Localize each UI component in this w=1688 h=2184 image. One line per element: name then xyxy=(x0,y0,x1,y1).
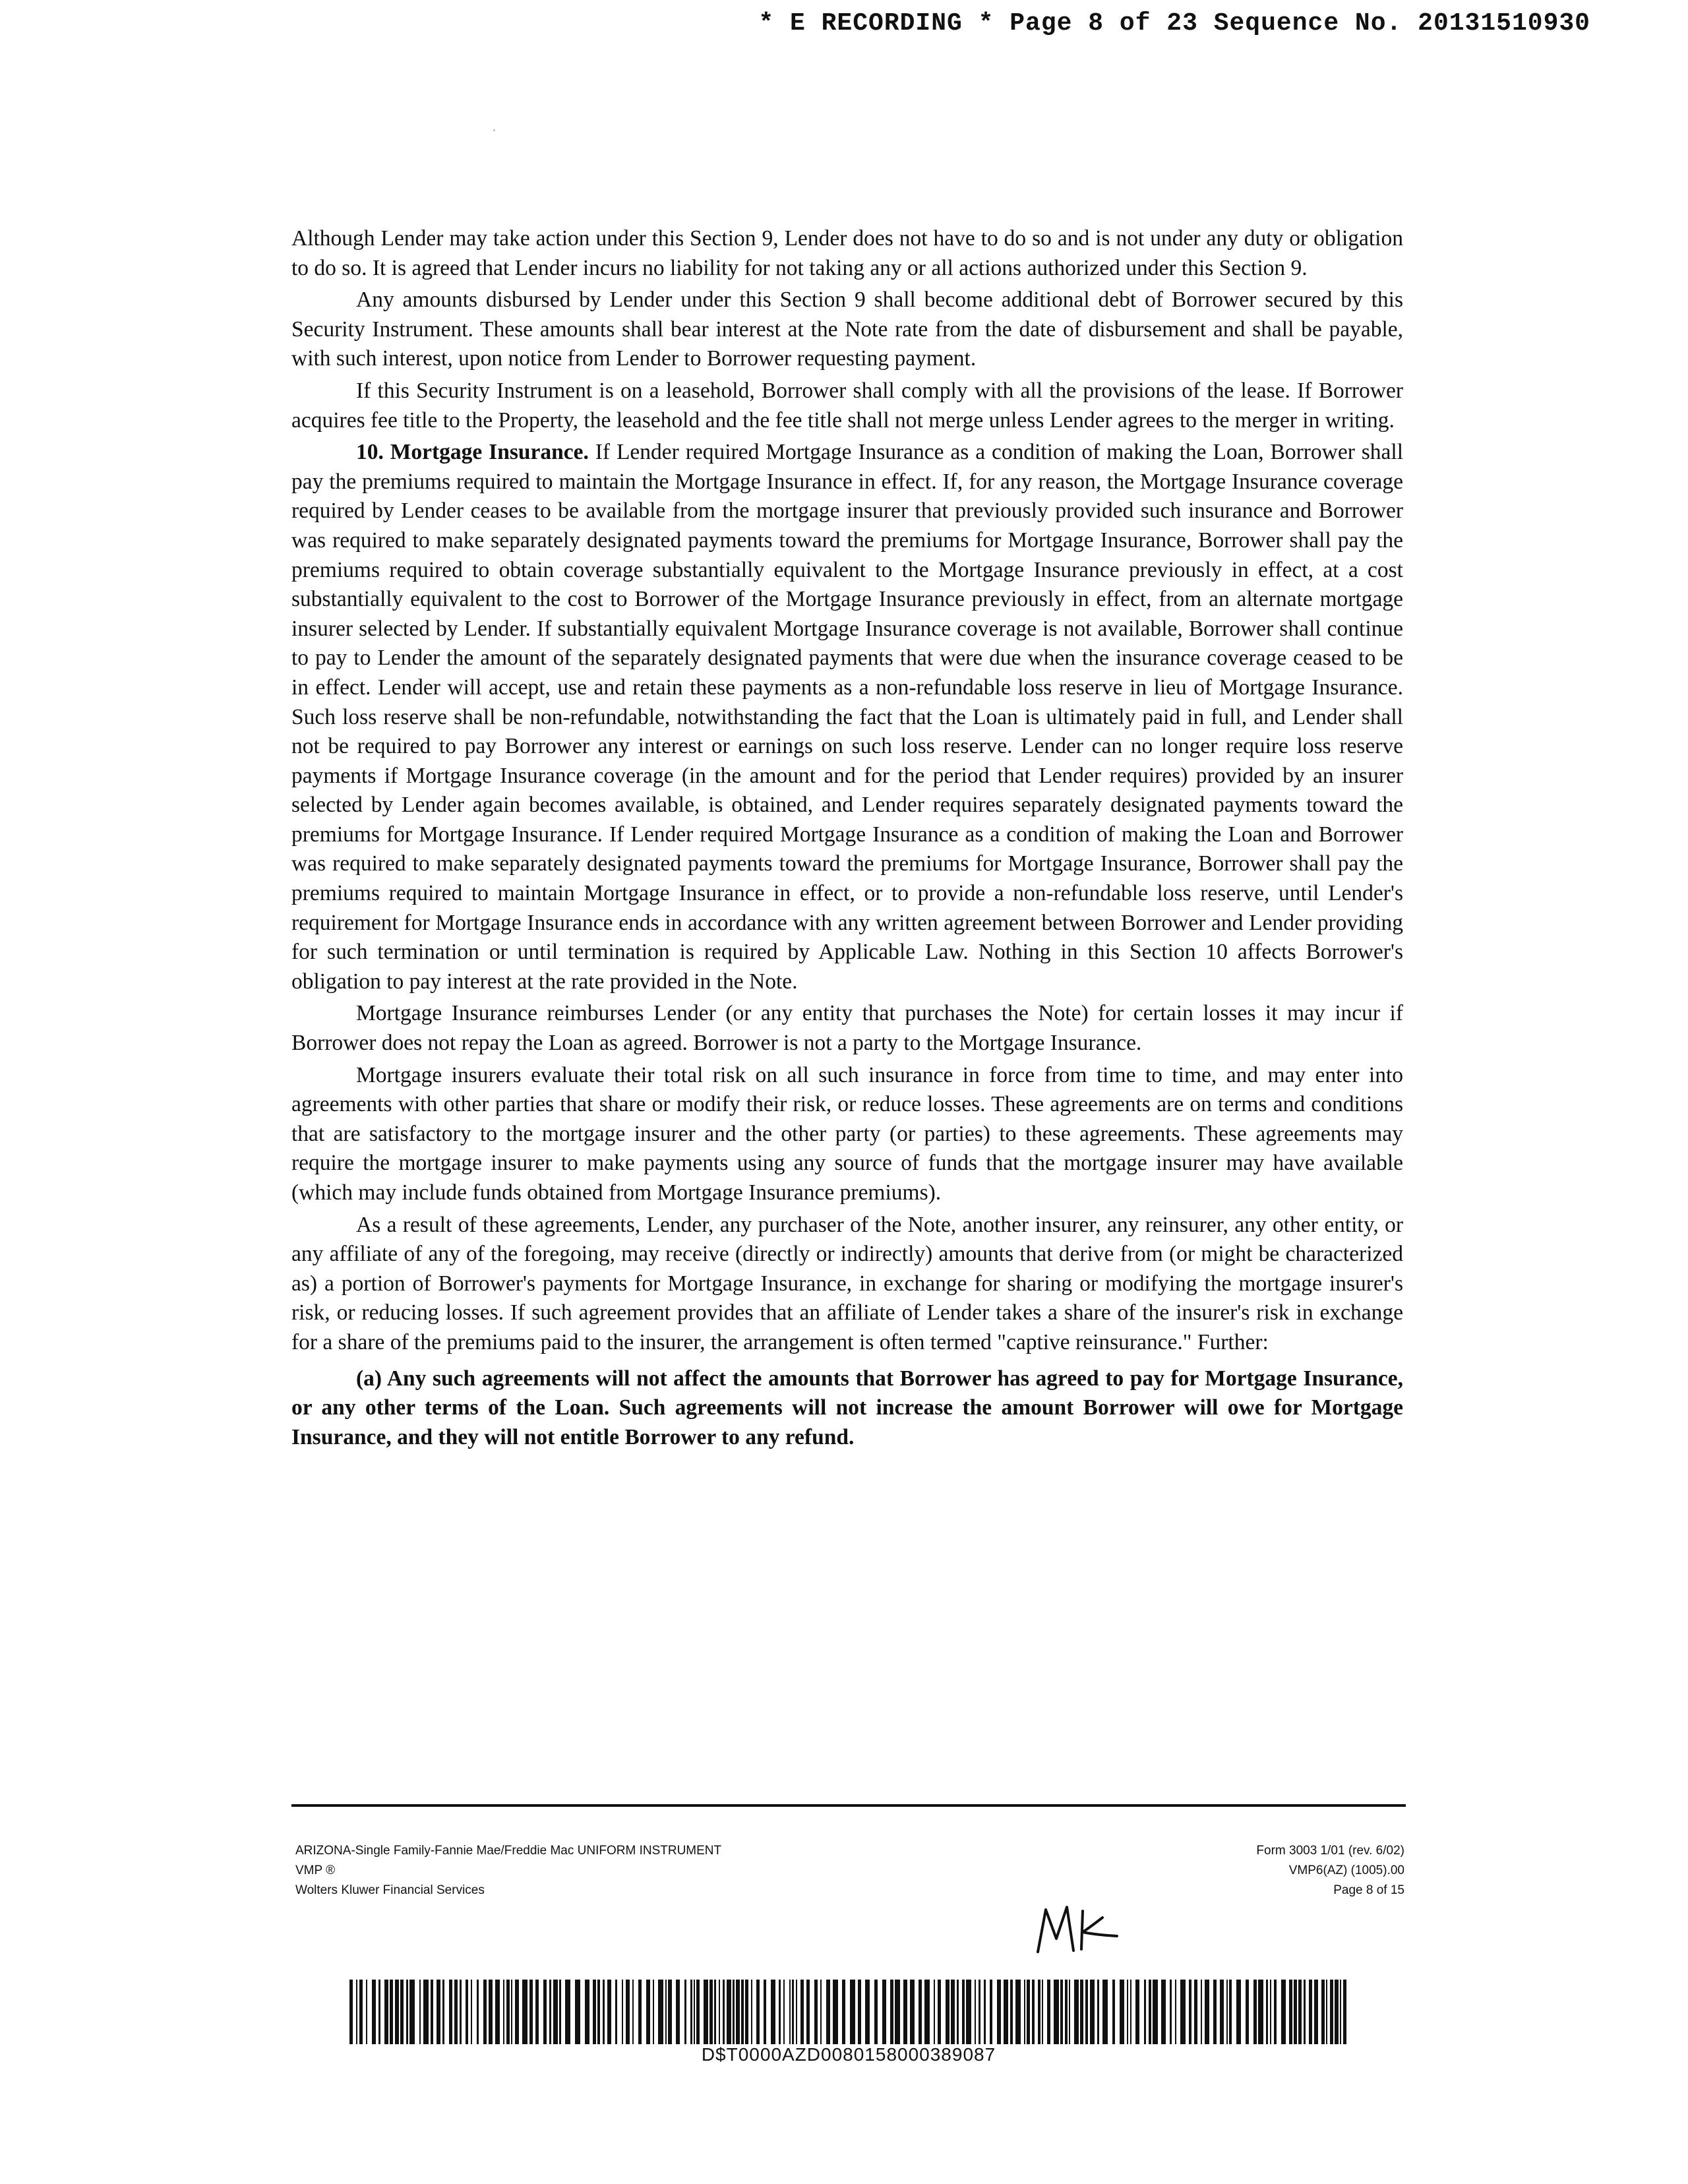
paragraph-amounts-disbursed: Any amounts disbursed by Lender under this Section 9 shall become additional debt of Borrower secured by this Security Instrument. These amounts shall bear interest at the Note rate from the date of disbursement and shall be payable, with such interest, upon notice from Lender to Borrower requesting payment. xyxy=(291,288,1403,371)
barcode-bar xyxy=(477,1980,479,2044)
section-heading-mortgage-insurance: 10. Mortgage Insurance. xyxy=(356,440,589,465)
barcode-bar xyxy=(756,1980,760,2044)
barcode-bar xyxy=(460,1980,462,2044)
barcode-bar xyxy=(632,1980,634,2044)
barcode-bar xyxy=(1024,1980,1025,2044)
barcode-bar xyxy=(962,1980,965,2044)
barcode-bar xyxy=(489,1980,493,2044)
footer-publisher: Wolters Kluwer Financial Services xyxy=(295,1883,485,1897)
barcode-bar xyxy=(1054,1980,1059,2044)
paragraph-captive-reinsurance: As a result of these agreements, Lender, any purchaser of the Note, another insurer, any reinsurer, any other entity, or any affiliate of any of the foregoing, may receive (directly or indirectly) amounts that derive from (or might be characterized as) a portion of Borrower's payments for Mortgage Insurance, in exchange for sharing or modifying the mortgage insurer's risk, or reducing losses. If such agreement provides that an affiliate of Lender takes a share of the insurer's risk in exchange for a share of the premiums paid to the insurer, the arrangement is often termed "captive reinsurance." Further: xyxy=(291,1212,1403,1354)
barcode-bar xyxy=(1189,1980,1191,2044)
barcode-bar xyxy=(723,1980,725,2044)
barcode-bar xyxy=(764,1980,766,2044)
barcode-bar xyxy=(495,1980,500,2044)
barcode-bar xyxy=(924,1980,930,2044)
barcode-bar xyxy=(1330,1980,1333,2044)
footer-form-number: Form 3003 1/01 (rev. 6/02) xyxy=(1256,1844,1404,1858)
barcode-bar xyxy=(1180,1980,1186,2044)
barcode-bar xyxy=(585,1980,589,2044)
barcode-bar xyxy=(1027,1980,1030,2044)
barcode-bar xyxy=(890,1980,893,2044)
barcode-bar xyxy=(779,1980,781,2044)
paragraph-insurers-evaluate-risk: Mortgage insurers evaluate their total risk on all such insurance in force from time to time, and may enter into agreements with other parties that share or modify their risk, or reduce losses. These agreements are on terms and conditions that are satisfactory to the mortgage insurer and the other party (or parties) to these agreements. These agreements may require the mortgage insurer to make payments using any source of funds that the mortgage insurer may have available (which may include funds obtained from Mortgage Insurance premiums). xyxy=(291,1062,1403,1205)
footer-right-block xyxy=(1256,1841,1404,1900)
barcode-bar xyxy=(865,1980,870,2044)
barcode-bar xyxy=(529,1980,533,2044)
barcode-bar xyxy=(1060,1980,1063,2044)
barcode-graphic xyxy=(349,1980,1348,2044)
barcode-bar xyxy=(511,1980,512,2044)
barcode-bar xyxy=(1274,1980,1277,2044)
barcode-bar xyxy=(1038,1980,1040,2044)
barcode-bar xyxy=(449,1980,452,2044)
barcode-bar xyxy=(676,1980,680,2044)
barcode-bar xyxy=(1097,1980,1099,2044)
barcode-bar xyxy=(1314,1980,1318,2044)
barcode-bar xyxy=(946,1980,950,2044)
barcode-bar xyxy=(1205,1980,1209,2044)
barcode-bar xyxy=(483,1980,487,2044)
barcode-bar xyxy=(1258,1980,1263,2044)
barcode-bar xyxy=(704,1980,708,2044)
barcode-bar xyxy=(423,1980,429,2044)
barcode-bar xyxy=(966,1980,971,2044)
barcode-bar xyxy=(559,1980,561,2044)
barcode-bar xyxy=(535,1980,539,2044)
barcode-bar xyxy=(1236,1980,1241,2044)
barcode-bar xyxy=(1304,1980,1306,2044)
barcode-bar xyxy=(522,1980,528,2044)
barcode-bar xyxy=(442,1980,444,2044)
barcode-bar xyxy=(1281,1980,1286,2044)
barcode-bar xyxy=(575,1980,580,2044)
barcode-bar xyxy=(1047,1980,1050,2044)
barcode-bar xyxy=(938,1980,941,2044)
paragraph-section-9-no-obligation: Although Lender may take action under this Section 9, Lender does not have to do so and is not under any duty or obligation to do so. It is agreed that Lender incurs no liability for not taking any or all actions authorized under this Section 9. xyxy=(291,226,1403,280)
barcode-bar xyxy=(1294,1980,1297,2044)
paragraph-leasehold: If this Security Instrument is on a leasehold, Borrower shall comply with all the provisions of the lease. If Borrower acquires fee title to the Property, the leasehold and the fee title shall not merge unless Lender agrees to the merger in writing. xyxy=(291,378,1403,433)
barcode-bar xyxy=(1175,1980,1176,2044)
barcode-bar xyxy=(783,1980,785,2044)
barcode-bar xyxy=(833,1980,838,2044)
barcode-bar xyxy=(378,1980,380,2044)
barcode-bar xyxy=(1149,1980,1151,2044)
paragraph-mortgage-insurance-text: If Lender required Mortgage Insurance as a condition of making the Loan, Borrower shall pay the premiums required to maintain the Mortgage Insurance in effect. If, for any reason, the Mortgage Insurance coverage required by Lender ceases to be available from the mortgage insurer that previously provided such insurance and Borrower was required to make separately designated payments toward the premiums for Mortgage Insurance, Borrower shall pay the premiums required to obtain coverage substantially equivalent to the Mortgage Insurance previously in effect, at a cost substantially equivalent to the cost to Borrower of the Mortgage Insurance previously in effect, from an alternate mortgage insurer selected by Lender. If substantially equivalent Mortgage Insurance coverage is not available, Borrower shall continue to pay to Lender the amount of the separately designated payments that were due when the insurance coverage ceased to be in effect. Lender will accept, use and retain these payments as a non-refundable loss reserve in lieu of Mortgage Insurance. Such loss reserve shall be non-refundable, notwithstanding the fact that the Loan is ultimately paid in full, and Lender shall not be required to pay Borrower any interest or earnings on such loss reserve. Lender can no longer require loss reserve payments if Mortgage Insurance coverage (in the amount and for the period that Lender requires) provided by an insurer selected by Lender again becomes available, is obtained, and Lender requires separately designated payments toward the premiums for Mortgage Insurance. If Lender required Mortgage Insurance as a condition of making the Loan and Borrower was required to make separately designated payments toward the premiums for Mortgage Insurance, Borrower shall pay the premiums required to maintain Mortgage Insurance in effect, or to provide a non-refundable loss reserve, until Lender's requirement for Mortgage Insurance ends in accordance with any written agreement between Borrower and Lender providing for such termination or until termination is required by Applicable Law. Nothing in this Section 10 affects Borrower's obligation to pay interest at the rate provided in the Note. xyxy=(291,440,1404,994)
barcode-bar xyxy=(638,1980,642,2044)
barcode-bar xyxy=(1253,1980,1257,2044)
barcode-bar xyxy=(1004,1980,1008,2044)
barcode-bar xyxy=(359,1980,363,2044)
barcode-bar xyxy=(1010,1980,1013,2044)
barcode-bar xyxy=(1298,1980,1302,2044)
barcode-bar xyxy=(919,1980,922,2044)
footer-left-block xyxy=(295,1841,721,1900)
barcode-bar xyxy=(975,1980,976,2044)
barcode-bar xyxy=(684,1980,686,2044)
barcode-bar xyxy=(1069,1980,1070,2044)
barcode-bar xyxy=(1170,1980,1172,2044)
recording-header: * E RECORDING * Page 8 of 23 Sequence No. 20131510930 xyxy=(758,9,1590,38)
barcode-bar xyxy=(607,1980,611,2044)
barcode-bar xyxy=(990,1980,992,2044)
barcode-bar xyxy=(384,1980,388,2044)
barcode-bar xyxy=(979,1980,980,2044)
barcode-bar xyxy=(1080,1980,1083,2044)
barcode-bar xyxy=(910,1980,915,2044)
barcode-bar xyxy=(1015,1980,1021,2044)
barcode-bar xyxy=(792,1980,794,2044)
barcode-bar xyxy=(745,1980,748,2044)
barcode-bar xyxy=(395,1980,399,2044)
barcode-bar xyxy=(400,1980,404,2044)
barcode-bar xyxy=(951,1980,955,2044)
barcode-bar xyxy=(727,1980,731,2044)
barcode-bar xyxy=(882,1980,886,2044)
barcode-bar xyxy=(593,1980,596,2044)
barcode-bar xyxy=(543,1980,547,2044)
barcode-bar xyxy=(503,1980,504,2044)
barcode-bar xyxy=(349,1980,353,2044)
barcode-bar xyxy=(549,1980,551,2044)
barcode-bar xyxy=(437,1980,440,2044)
barcode-bar xyxy=(597,1980,600,2044)
barcode-bar xyxy=(895,1980,900,2044)
barcode-bar xyxy=(471,1980,472,2044)
barcode-bar xyxy=(1326,1980,1327,2044)
barcode-bar xyxy=(789,1980,791,2044)
barcode-bar xyxy=(515,1980,519,2044)
barcode-bar xyxy=(1246,1980,1249,2044)
barcode-bar xyxy=(1112,1980,1115,2044)
barcode-bar xyxy=(466,1980,468,2044)
barcode-bar xyxy=(820,1980,822,2044)
barcode-bar xyxy=(668,1980,672,2044)
barcode-bar xyxy=(622,1980,623,2044)
barcode-bar xyxy=(1201,1980,1202,2044)
barcode-bar xyxy=(1194,1980,1197,2044)
barcode-bar xyxy=(826,1980,830,2044)
barcode-bar xyxy=(984,1980,986,2044)
barcode-text: D$T0000AZD0080158000389087 xyxy=(701,2044,996,2065)
footer-page-number: Page 8 of 15 xyxy=(1333,1883,1404,1897)
barcode-bar xyxy=(665,1980,667,2044)
barcode-bar xyxy=(431,1980,433,2044)
barcode-bar xyxy=(1042,1980,1043,2044)
barcode-bar xyxy=(997,1980,1001,2044)
barcode-bar xyxy=(1161,1980,1166,2044)
barcode-bar xyxy=(771,1980,775,2044)
barcode-bar xyxy=(814,1980,818,2044)
barcode-bar xyxy=(858,1980,861,2044)
barcode-bar xyxy=(1321,1980,1325,2044)
barcode-bar xyxy=(419,1980,421,2044)
barcode-bar xyxy=(454,1980,458,2044)
paragraph-clause-a: (a) Any such agreements will not affect the amounts that Borrower has agreed to pay for Mortgage Insurance, or any other terms of the Loan. Such agreements will not increase the amount Borrower will owe for Mortgage Insurance, and they will not entitle Borrower to any refund. xyxy=(291,1366,1403,1449)
barcode-bar xyxy=(366,1980,367,2044)
barcode-bar xyxy=(1270,1980,1271,2044)
document-body xyxy=(291,224,1403,1455)
barcode-bar xyxy=(690,1980,692,2044)
barcode-bar xyxy=(903,1980,907,2044)
footer-vmp-mark: VMP ® xyxy=(295,1864,336,1877)
barcode-bar xyxy=(1153,1980,1158,2044)
barcode-bar xyxy=(1289,1980,1292,2044)
barcode-bar xyxy=(1343,1980,1346,2044)
barcode-bar xyxy=(1266,1980,1268,2044)
footer-divider xyxy=(291,1804,1406,1807)
barcode-bar xyxy=(842,1980,845,2044)
barcode-bar xyxy=(850,1980,855,2044)
barcode-bar xyxy=(406,1980,408,2044)
barcode-bar xyxy=(565,1980,570,2044)
barcode-bar xyxy=(356,1980,357,2044)
barcode-bar xyxy=(1130,1980,1131,2044)
barcode-bar xyxy=(696,1980,700,2044)
barcode-bar xyxy=(874,1980,878,2044)
barcode-bar xyxy=(1127,1980,1128,2044)
barcode-bar xyxy=(1144,1980,1146,2044)
barcode-bar xyxy=(1213,1980,1217,2044)
handwritten-initials-mk xyxy=(1034,1898,1120,1957)
barcode-bar xyxy=(736,1980,740,2044)
barcode-bar xyxy=(1309,1980,1312,2044)
barcode-bar xyxy=(1065,1980,1068,2044)
barcode-bar xyxy=(714,1980,716,2044)
barcode-bar xyxy=(603,1980,605,2044)
barcode-bar xyxy=(709,1980,713,2044)
barcode-bar xyxy=(372,1980,376,2044)
barcode-bar xyxy=(658,1980,663,2044)
barcode-bar xyxy=(1120,1980,1124,2044)
barcode-bar xyxy=(800,1980,804,2044)
barcode-bar xyxy=(653,1980,654,2044)
barcode-bar xyxy=(1229,1980,1232,2044)
barcode-bar xyxy=(806,1980,810,2044)
barcode-bar xyxy=(957,1980,959,2044)
barcode-bar xyxy=(1102,1980,1108,2044)
barcode-bar xyxy=(553,1980,558,2044)
paragraph-reimburses-lender: Mortgage Insurance reimburses Lender (or any entity that purchases the Note) for certain losses it may incur if Borrower does not repay the Loan as agreed. Borrower is not a party to the Mortgage Insurance. xyxy=(291,1001,1403,1056)
barcode-bar xyxy=(741,1980,744,2044)
barcode-bar xyxy=(409,1980,415,2044)
barcode-bar xyxy=(626,1980,630,2044)
scan-speck xyxy=(493,129,495,131)
barcode-bar xyxy=(1335,1980,1339,2044)
barcode-bar xyxy=(506,1980,510,2044)
barcode-bar xyxy=(796,1980,797,2044)
barcode-bar xyxy=(1226,1980,1228,2044)
barcode-bar xyxy=(1032,1980,1035,2044)
barcode-bar xyxy=(390,1980,393,2044)
barcode-bar xyxy=(1090,1980,1095,2044)
barcode-bar xyxy=(1074,1980,1079,2044)
barcode-bar xyxy=(1220,1980,1224,2044)
barcode-bar xyxy=(694,1980,695,2044)
barcode-bar xyxy=(934,1980,935,2044)
barcode-bar xyxy=(1085,1980,1088,2044)
barcode-bar xyxy=(1135,1980,1139,2044)
barcode-bar xyxy=(646,1980,650,2044)
footer-vmp-code: VMP6(AZ) (1005).00 xyxy=(1288,1864,1404,1877)
barcode-bar xyxy=(719,1980,720,2044)
barcode-bar xyxy=(733,1980,735,2044)
paragraph-mortgage-insurance xyxy=(291,438,1403,996)
barcode-bar xyxy=(751,1980,752,2044)
footer-instrument-title: ARIZONA-Single Family-Fannie Mae/Freddie Mac UNIFORM INSTRUMENT xyxy=(295,1844,722,1858)
barcode-bar xyxy=(1340,1980,1341,2044)
barcode-bar xyxy=(615,1980,617,2044)
